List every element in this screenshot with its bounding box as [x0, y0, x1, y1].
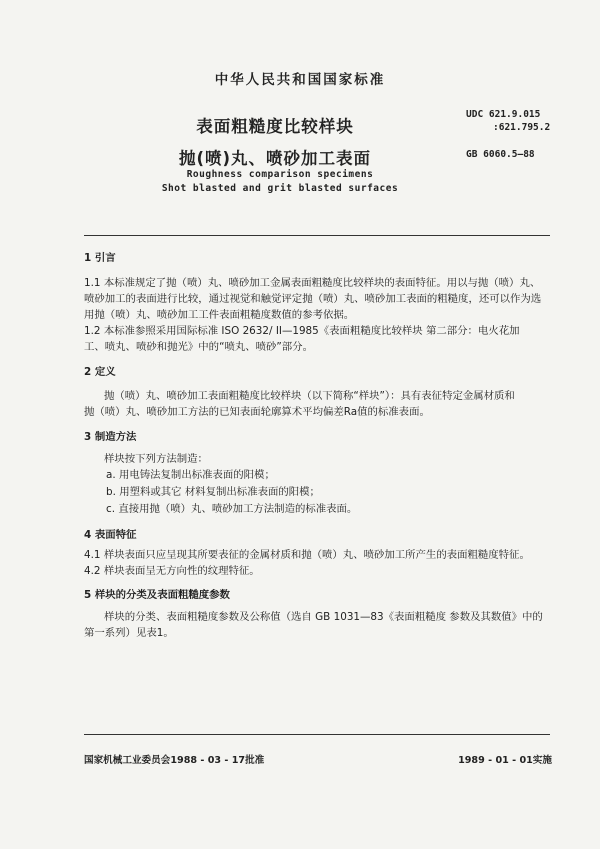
section-1-heading: 1 引言	[84, 252, 116, 264]
section-2-heading: 2 定义	[84, 366, 116, 378]
section-1-1-line-2: 喷砂加工的表面进行比较，通过视觉和触觉评定抛（喷）丸、喷砂加工表面的粗糙度，还可以作为选	[84, 293, 542, 305]
header-divider	[84, 235, 550, 236]
section-3-heading: 3 制造方法	[84, 431, 137, 443]
udc-code-1: UDC 621.9.015	[466, 109, 541, 120]
section-1-1-line-3: 用抛（喷）丸、喷砂加工工件表面粗糙度数值的参考依据。	[84, 309, 355, 321]
english-title-line-1: Roughness comparison specimens	[186, 169, 374, 180]
document-title-line-2: 抛(喷)丸、喷砂加工表面	[178, 149, 372, 168]
udc-classification	[466, 108, 550, 134]
udc-code-2: :621.795.2	[493, 122, 551, 133]
section-1-1-line-1: 1.1 本标准规定了抛（喷）丸、喷砂加工金属表面粗糙度比较样块的表面特征。用以与抛（喷）丸、	[84, 277, 541, 289]
section-4-2: 4.2 样块表面呈无方向性的纹理特征。	[84, 565, 260, 577]
english-title-line-2: Shot blasted and grit blasted surfaces	[161, 183, 399, 194]
gb-standard-number: GB 6060.5—88	[466, 149, 535, 160]
section-1-2-line-2: 工、喷丸、喷砂和抛光》中的“喷丸、喷砂”部分。	[84, 341, 313, 353]
section-3-item-b: b. 用塑料或其它 材料复制出标准表面的阳模；	[106, 486, 320, 498]
footer-divider	[84, 734, 550, 735]
standard-organization: 中华人民共和国国家标准	[214, 72, 386, 88]
section-3-item-c: c. 直接用抛（喷）丸、喷砂加工方法制造的标准表面。	[106, 503, 358, 515]
effective-date: 1989 - 01 - 01实施	[458, 755, 552, 766]
section-3-intro: 样块按下列方法制造：	[104, 453, 208, 465]
section-4-heading: 4 表面特征	[84, 529, 137, 541]
section-5-heading: 5 样块的分类及表面粗糙度参数	[84, 589, 230, 601]
section-5-line-2: 第一系列）见表1。	[84, 627, 174, 639]
section-4-1: 4.1 样块表面只应呈现其所要表征的金属材质和抛（喷）丸、喷砂加工所产生的表面粗糙度特征。	[84, 549, 530, 561]
document-title-line-1: 表面粗糙度比较样块	[196, 117, 354, 136]
approval-info: 国家机械工业委员会1988 - 03 - 17批准	[84, 755, 265, 766]
section-5-line-1: 样块的分类、表面粗糙度参数及公称值（选自 GB 1031—83《表面粗糙度 参数及其数值》中的	[104, 611, 543, 623]
section-1-2-line-1: 1.2 本标准参照采用国际标准 ISO 2632/ II—1985《表面粗糙度比较样块 第二部分：电火花加	[84, 325, 520, 337]
section-3-item-a: a. 用电铸法复制出标准表面的阳模；	[106, 469, 275, 481]
section-2-line-1: 抛（喷）丸、喷砂加工表面粗糙度比较样块（以下简称“样块”）：具有表征特定金属材质和	[104, 390, 515, 402]
section-2-line-2: 抛（喷）丸、喷砂加工方法的已知表面轮廓算术平均偏差Ra值的标准表面。	[84, 406, 430, 418]
